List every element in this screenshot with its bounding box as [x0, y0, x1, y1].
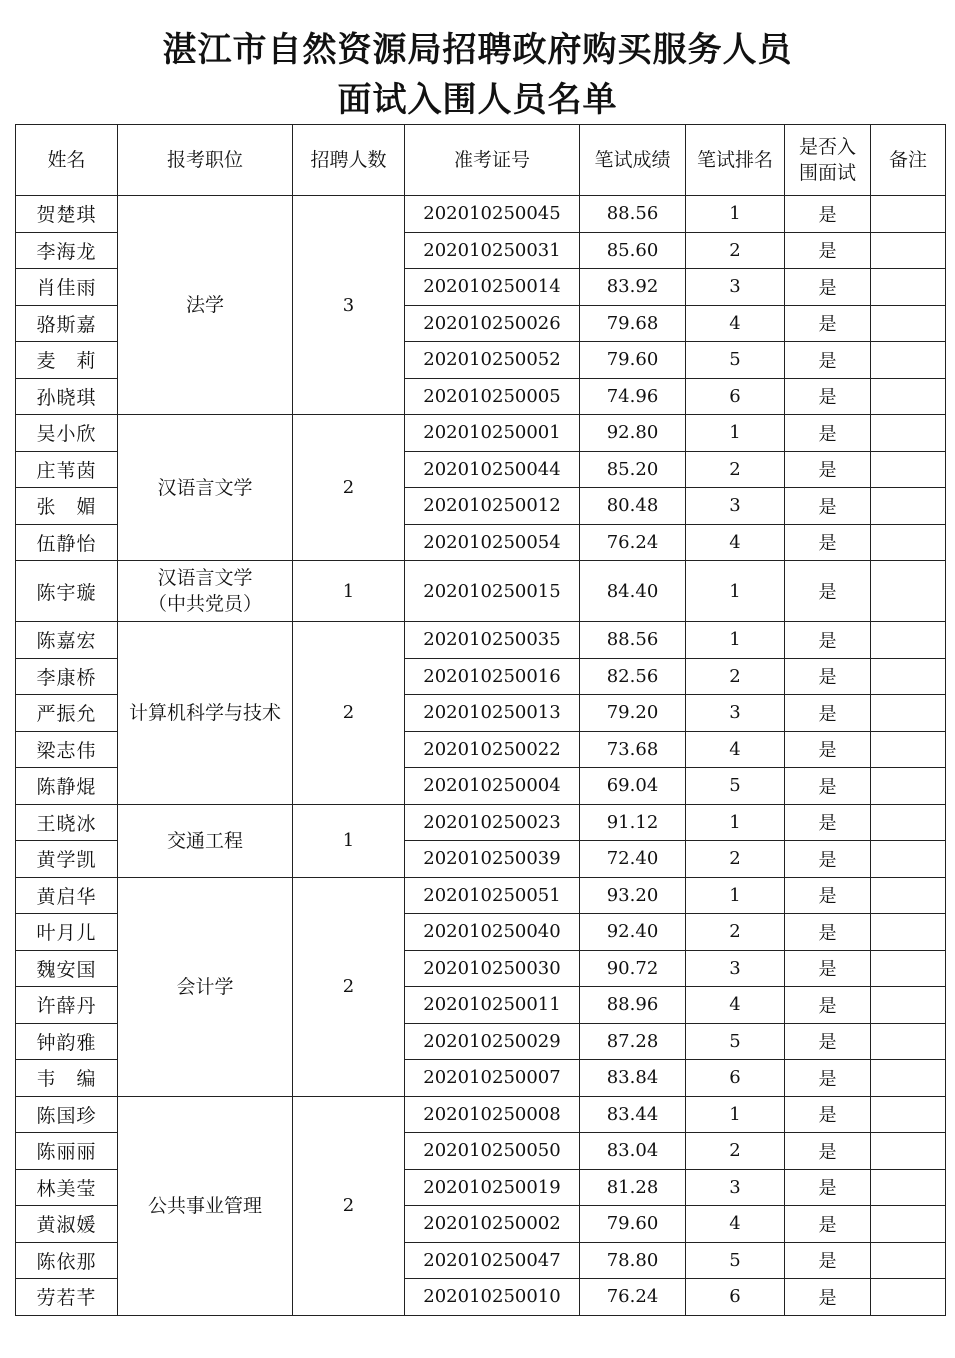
- written-rank: 1: [686, 196, 785, 233]
- candidate-name: 陈嘉宏: [16, 622, 118, 659]
- header-score: 笔试成绩: [580, 125, 686, 196]
- remarks-cell: [871, 524, 946, 561]
- written-rank: 4: [686, 524, 785, 561]
- candidate-name: 伍静怡: [16, 524, 118, 561]
- exam-id: 202010250045: [405, 196, 580, 233]
- candidate-name: 黄淑媛: [16, 1206, 118, 1243]
- quota-cell: 1: [293, 561, 405, 622]
- candidate-name: 陈宇璇: [16, 561, 118, 622]
- candidate-name: 梁志伟: [16, 731, 118, 768]
- position-line: 汉语言文学: [157, 567, 253, 589]
- remarks-cell: [871, 914, 946, 951]
- shortlisted-flag: 是: [785, 731, 871, 768]
- remarks-cell: [871, 342, 946, 379]
- exam-id: 202010250040: [405, 914, 580, 951]
- exam-id: 202010250051: [405, 877, 580, 914]
- table-row: [16, 1096, 946, 1133]
- written-rank: 3: [686, 695, 785, 732]
- written-rank: 2: [686, 841, 785, 878]
- written-rank: 4: [686, 305, 785, 342]
- shortlisted-flag: 是: [785, 524, 871, 561]
- exam-id: 202010250001: [405, 415, 580, 452]
- shortlisted-flag: 是: [785, 1023, 871, 1060]
- shortlisted-flag: 是: [785, 342, 871, 379]
- written-score: 76.24: [580, 524, 686, 561]
- position-cell: 汉语言文学: [118, 415, 293, 561]
- written-score: 79.68: [580, 305, 686, 342]
- header-name: 姓名: [16, 125, 118, 196]
- candidate-name: 魏安国: [16, 950, 118, 987]
- remarks-cell: [871, 1206, 946, 1243]
- written-rank: 2: [686, 232, 785, 269]
- shortlisted-flag: 是: [785, 1206, 871, 1243]
- quota-cell: 2: [293, 1096, 405, 1315]
- remarks-cell: [871, 950, 946, 987]
- exam-id: 202010250039: [405, 841, 580, 878]
- candidate-name: 陈国珍: [16, 1096, 118, 1133]
- shortlisted-flag: 是: [785, 804, 871, 841]
- shortlisted-flag: 是: [785, 622, 871, 659]
- written-score: 80.48: [580, 488, 686, 525]
- remarks-cell: [871, 1023, 946, 1060]
- shortlisted-flag: 是: [785, 950, 871, 987]
- written-score: 81.28: [580, 1169, 686, 1206]
- shortlisted-flag: 是: [785, 1096, 871, 1133]
- exam-id: 202010250044: [405, 451, 580, 488]
- shortlisted-flag: 是: [785, 768, 871, 805]
- header-quota: 招聘人数: [293, 125, 405, 196]
- written-score: 83.84: [580, 1060, 686, 1097]
- shortlisted-flag: 是: [785, 232, 871, 269]
- remarks-cell: [871, 1242, 946, 1279]
- written-score: 69.04: [580, 768, 686, 805]
- shortlisted-flag: 是: [785, 877, 871, 914]
- exam-id: 202010250008: [405, 1096, 580, 1133]
- written-score: 92.80: [580, 415, 686, 452]
- remarks-cell: [871, 877, 946, 914]
- written-score: 90.72: [580, 950, 686, 987]
- written-rank: 6: [686, 1060, 785, 1097]
- header-remarks: 备注: [871, 125, 946, 196]
- shortlisted-flag: 是: [785, 1169, 871, 1206]
- remarks-cell: [871, 196, 946, 233]
- remarks-cell: [871, 841, 946, 878]
- position-cell: 法学: [118, 196, 293, 415]
- candidate-name: 李康桥: [16, 658, 118, 695]
- shortlisted-flag: 是: [785, 1279, 871, 1316]
- shortlisted-flag: 是: [785, 378, 871, 415]
- position-cell: 交通工程: [118, 804, 293, 877]
- written-rank: 1: [686, 1096, 785, 1133]
- exam-id: 202010250013: [405, 695, 580, 732]
- candidate-name: 陈依那: [16, 1242, 118, 1279]
- exam-id: 202010250052: [405, 342, 580, 379]
- written-rank: 3: [686, 269, 785, 306]
- written-score: 88.56: [580, 196, 686, 233]
- candidate-name: 王晓冰: [16, 804, 118, 841]
- exam-id: 202010250002: [405, 1206, 580, 1243]
- shortlisted-flag: 是: [785, 269, 871, 306]
- candidate-name: 韦 编: [16, 1060, 118, 1097]
- table-row: [16, 622, 946, 659]
- written-score: 72.40: [580, 841, 686, 878]
- written-score: 88.96: [580, 987, 686, 1024]
- written-score: 83.04: [580, 1133, 686, 1170]
- document-title-line1: 湛江市自然资源局招聘政府购买服务人员: [162, 30, 793, 70]
- position-line: （中共党员）: [147, 593, 262, 615]
- exam-id: 202010250026: [405, 305, 580, 342]
- remarks-cell: [871, 622, 946, 659]
- remarks-cell: [871, 1279, 946, 1316]
- written-score: 91.12: [580, 804, 686, 841]
- shortlisted-flag: 是: [785, 1242, 871, 1279]
- written-rank: 5: [686, 1242, 785, 1279]
- candidate-name: 李海龙: [16, 232, 118, 269]
- table-row: [16, 804, 946, 841]
- written-rank: 5: [686, 1023, 785, 1060]
- written-score: 73.68: [580, 731, 686, 768]
- shortlisted-flag: 是: [785, 841, 871, 878]
- header-shortlisted-text: 是否入围面试: [798, 136, 856, 184]
- candidate-name: 劳若芊: [16, 1279, 118, 1316]
- shortlisted-flag: 是: [785, 415, 871, 452]
- candidate-name: 钟韵雅: [16, 1023, 118, 1060]
- written-rank: 2: [686, 658, 785, 695]
- remarks-cell: [871, 269, 946, 306]
- candidate-name: 陈丽丽: [16, 1133, 118, 1170]
- shortlisted-flag: 是: [785, 561, 871, 622]
- candidate-name: 张 媚: [16, 488, 118, 525]
- written-score: 88.56: [580, 622, 686, 659]
- written-score: 93.20: [580, 877, 686, 914]
- candidate-name: 严振允: [16, 695, 118, 732]
- quota-cell: 2: [293, 415, 405, 561]
- quota-cell: 1: [293, 804, 405, 877]
- position-cell: 计算机科学与技术: [118, 622, 293, 805]
- header-exam-id: 准考证号: [405, 125, 580, 196]
- written-rank: 1: [686, 877, 785, 914]
- remarks-cell: [871, 695, 946, 732]
- table-row: [16, 415, 946, 452]
- table-row: [16, 196, 946, 233]
- written-rank: 1: [686, 415, 785, 452]
- exam-id: 202010250054: [405, 524, 580, 561]
- written-score: 83.92: [580, 269, 686, 306]
- candidate-name: 陈静焜: [16, 768, 118, 805]
- remarks-cell: [871, 488, 946, 525]
- candidate-name: 叶月儿: [16, 914, 118, 951]
- quota-cell: 3: [293, 196, 405, 415]
- shortlisted-flag: 是: [785, 1133, 871, 1170]
- remarks-cell: [871, 415, 946, 452]
- quota-cell: 2: [293, 877, 405, 1096]
- written-rank: 1: [686, 622, 785, 659]
- shortlisted-flag: 是: [785, 451, 871, 488]
- written-rank: 3: [686, 1169, 785, 1206]
- table-body: [16, 196, 946, 1316]
- candidate-name: 孙晓琪: [16, 378, 118, 415]
- remarks-cell: [871, 1133, 946, 1170]
- exam-id: 202010250050: [405, 1133, 580, 1170]
- written-rank: 2: [686, 914, 785, 951]
- header-shortlisted: [785, 125, 871, 196]
- written-score: 76.24: [580, 1279, 686, 1316]
- written-rank: 1: [686, 804, 785, 841]
- written-score: 74.96: [580, 378, 686, 415]
- shortlisted-flag: 是: [785, 1060, 871, 1097]
- exam-id: 202010250004: [405, 768, 580, 805]
- written-rank: 2: [686, 1133, 785, 1170]
- exam-id: 202010250007: [405, 1060, 580, 1097]
- shortlisted-flag: 是: [785, 196, 871, 233]
- exam-id: 202010250029: [405, 1023, 580, 1060]
- shortlisted-flag: 是: [785, 658, 871, 695]
- written-rank: 4: [686, 1206, 785, 1243]
- written-score: 85.60: [580, 232, 686, 269]
- shortlisted-flag: 是: [785, 695, 871, 732]
- exam-id: 202010250030: [405, 950, 580, 987]
- remarks-cell: [871, 731, 946, 768]
- remarks-cell: [871, 1169, 946, 1206]
- written-score: 79.60: [580, 1206, 686, 1243]
- written-rank: 3: [686, 488, 785, 525]
- shortlisted-flag: 是: [785, 305, 871, 342]
- candidate-name: 骆斯嘉: [16, 305, 118, 342]
- exam-id: 202010250035: [405, 622, 580, 659]
- remarks-cell: [871, 768, 946, 805]
- exam-id: 202010250010: [405, 1279, 580, 1316]
- written-rank: 2: [686, 451, 785, 488]
- written-score: 87.28: [580, 1023, 686, 1060]
- table-row: [16, 561, 946, 622]
- written-rank: 1: [686, 561, 785, 622]
- written-score: 85.20: [580, 451, 686, 488]
- written-score: 84.40: [580, 561, 686, 622]
- shortlisted-flag: 是: [785, 914, 871, 951]
- written-rank: 5: [686, 768, 785, 805]
- exam-id: 202010250031: [405, 232, 580, 269]
- document-title-line2: 面试入围人员名单: [337, 80, 618, 120]
- candidate-name: 吴小欣: [16, 415, 118, 452]
- header-position: 报考职位: [118, 125, 293, 196]
- shortlisted-flag: 是: [785, 488, 871, 525]
- header-rank: 笔试排名: [686, 125, 785, 196]
- table-row: [16, 877, 946, 914]
- written-score: 83.44: [580, 1096, 686, 1133]
- exam-id: 202010250014: [405, 269, 580, 306]
- written-rank: 3: [686, 950, 785, 987]
- candidate-name: 贺楚琪: [16, 196, 118, 233]
- remarks-cell: [871, 232, 946, 269]
- written-rank: 6: [686, 1279, 785, 1316]
- candidate-name: 庄苇茵: [16, 451, 118, 488]
- written-score: 82.56: [580, 658, 686, 695]
- candidate-name: 林美莹: [16, 1169, 118, 1206]
- exam-id: 202010250016: [405, 658, 580, 695]
- remarks-cell: [871, 451, 946, 488]
- remarks-cell: [871, 1060, 946, 1097]
- written-rank: 5: [686, 342, 785, 379]
- written-score: 79.20: [580, 695, 686, 732]
- remarks-cell: [871, 804, 946, 841]
- written-score: 78.80: [580, 1242, 686, 1279]
- written-rank: 4: [686, 731, 785, 768]
- remarks-cell: [871, 305, 946, 342]
- written-score: 79.60: [580, 342, 686, 379]
- exam-id: 202010250023: [405, 804, 580, 841]
- written-score: 92.40: [580, 914, 686, 951]
- candidate-name: 许薛丹: [16, 987, 118, 1024]
- remarks-cell: [871, 658, 946, 695]
- exam-id: 202010250019: [405, 1169, 580, 1206]
- header-row: [16, 125, 946, 196]
- quota-cell: 2: [293, 622, 405, 805]
- candidate-name: 黄启华: [16, 877, 118, 914]
- candidate-name: 黄学凯: [16, 841, 118, 878]
- candidate-table: [15, 124, 946, 1316]
- remarks-cell: [871, 1096, 946, 1133]
- remarks-cell: [871, 378, 946, 415]
- candidate-name: 肖佳雨: [16, 269, 118, 306]
- written-rank: 4: [686, 987, 785, 1024]
- position-cell: 公共事业管理: [118, 1096, 293, 1315]
- exam-id: 202010250015: [405, 561, 580, 622]
- candidate-name: 麦 莉: [16, 342, 118, 379]
- position-cell: 会计学: [118, 877, 293, 1096]
- exam-id: 202010250011: [405, 987, 580, 1024]
- written-rank: 6: [686, 378, 785, 415]
- position-cell: [118, 561, 293, 622]
- exam-id: 202010250005: [405, 378, 580, 415]
- exam-id: 202010250022: [405, 731, 580, 768]
- exam-id: 202010250012: [405, 488, 580, 525]
- remarks-cell: [871, 987, 946, 1024]
- remarks-cell: [871, 561, 946, 622]
- shortlisted-flag: 是: [785, 987, 871, 1024]
- exam-id: 202010250047: [405, 1242, 580, 1279]
